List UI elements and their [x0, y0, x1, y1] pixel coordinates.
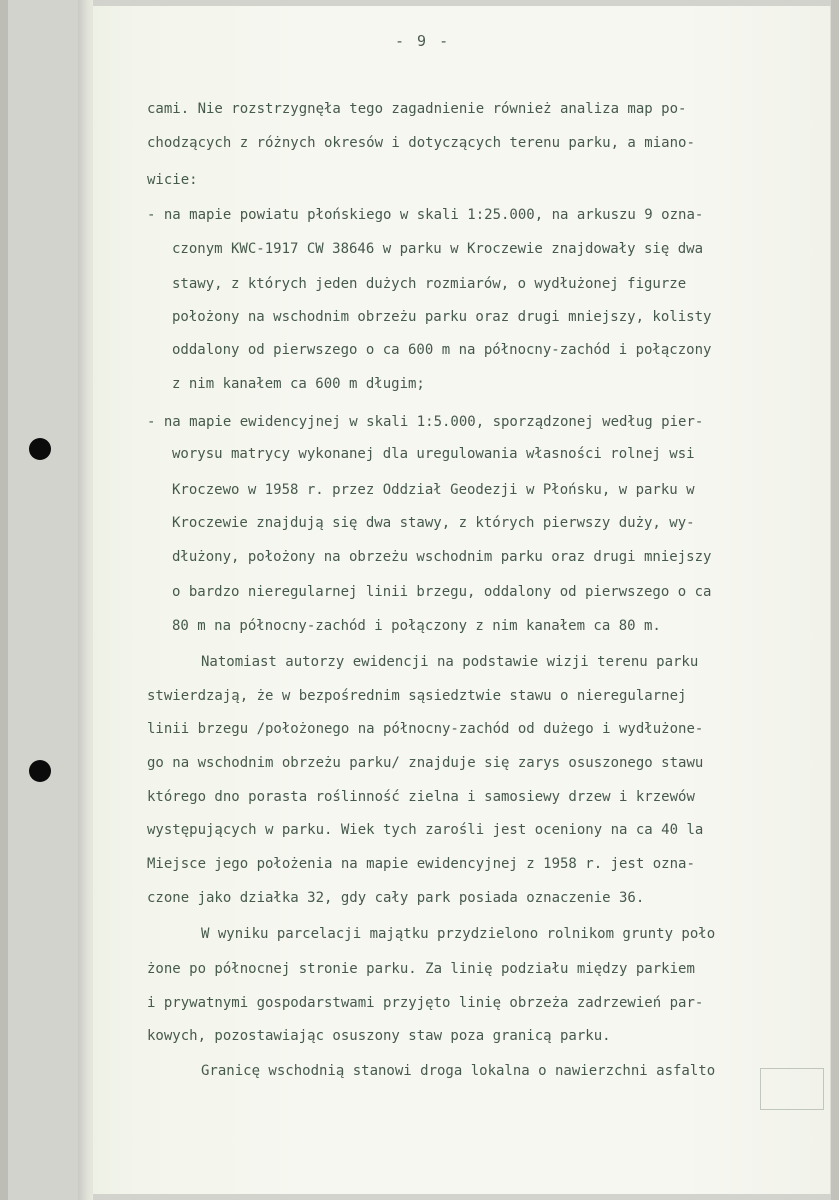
scan-edge-right [831, 0, 839, 1200]
list-item-line: 80 m na północny-zachód i połączony z nim kanałem ca 80 m. [172, 618, 661, 634]
punch-hole-bottom [29, 760, 51, 782]
text-line: występujących w parku. Wiek tych zarośli jest oceniony na ca 40 la [147, 822, 704, 838]
text-line: go na wschodnim obrzeżu parku/ znajduje się zarys osuszonego stawu [147, 755, 704, 771]
list-item-line: - na mapie ewidencyjnej w skali 1:5.000, sporządzonej według pier- [147, 414, 704, 430]
faint-stamp-box [760, 1068, 824, 1110]
list-item-line: oddalony od pierwszego o ca 600 m na północny-zachód i połączony [172, 342, 712, 358]
text-line: czone jako działka 32, gdy cały park posiada oznaczenie 36. [147, 890, 645, 906]
list-item-line: worysu matrycy wykonanej dla uregulowania własności rolnej wsi [172, 446, 695, 462]
text-line: Natomiast autorzy ewidencji na podstawie wizji terenu parku [201, 654, 699, 670]
text-line: wicie: [147, 172, 198, 188]
text-line: W wyniku parcelacji majątku przydzielono rolnikom grunty poło [201, 926, 716, 942]
text-line: Granicę wschodnią stanowi droga lokalna o nawierzchni asfalto [201, 1063, 716, 1079]
list-item-line: z nim kanałem ca 600 m długim; [172, 376, 425, 392]
text-line: żone po północnej stronie parku. Za linię podziału między parkiem [147, 961, 695, 977]
text-line: linii brzegu /położonego na północny-zachód od dużego i wydłużone- [147, 721, 704, 737]
scan-edge-left [0, 0, 8, 1200]
list-item-line: czonym KWC-1917 CW 38646 w parku w Kroczewie znajdowały się dwa [172, 241, 704, 257]
text-line: Miejsce jego położenia na mapie ewidencyjnej z 1958 r. jest ozna- [147, 856, 695, 872]
paper-margin-shadow [78, 0, 93, 1200]
list-item-line: dłużony, położony na obrzeżu wschodnim parku oraz drugi mniejszy [172, 549, 712, 565]
punch-hole-top [29, 438, 51, 460]
text-line: którego dno porasta roślinność zielna i samosiewy drzew i krzewów [147, 789, 695, 805]
text-line: stwierdzają, że w bezpośrednim sąsiedztwie stawu o nieregularnej [147, 688, 687, 704]
list-item-line: Kroczewo w 1958 r. przez Oddział Geodezji w Płońsku, w parku w [172, 482, 695, 498]
list-item-line: stawy, z których jeden dużych rozmiarów, o wydłużonej figurze [172, 276, 687, 292]
list-item-line: Kroczewie znajdują się dwa stawy, z których pierwszy duży, wy- [172, 515, 695, 531]
list-item-line: położony na wschodnim obrzeżu parku oraz drugi mniejszy, kolisty [172, 309, 712, 325]
list-item-line: o bardzo nieregularnej linii brzegu, oddalony od pierwszego o ca [172, 584, 712, 600]
page-number: - 9 - [395, 32, 451, 50]
text-line: chodzących z różnych okresów i dotyczących terenu parku, a miano- [147, 135, 695, 151]
text-line: kowych, pozostawiając osuszony staw poza granicą parku. [147, 1028, 611, 1044]
text-line: cami. Nie rozstrzygnęła tego zagadnienie również analiza map po- [147, 101, 687, 117]
list-item-line: - na mapie powiatu płońskiego w skali 1:25.000, na arkuszu 9 ozna- [147, 207, 704, 223]
text-line: i prywatnymi gospodarstwami przyjęto linię obrzeża zadrzewień par- [147, 995, 704, 1011]
